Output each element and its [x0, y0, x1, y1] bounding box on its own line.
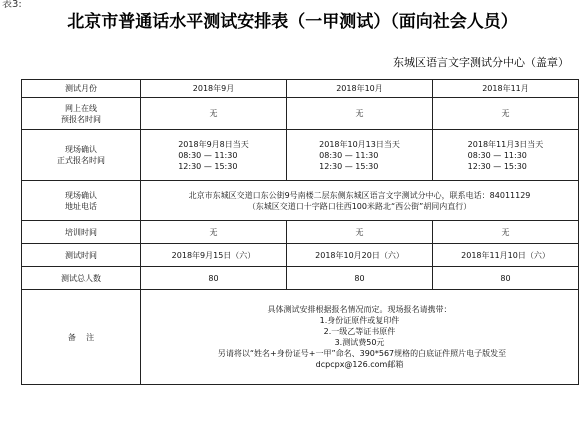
row-label-onsite-time: [22, 130, 141, 181]
notes-line-3: 2.一级乙等证书原件: [323, 327, 396, 336]
onsite-pm-2: 12:30 — 15:30: [319, 161, 379, 171]
onsite-pm-1: 12:30 — 15:30: [178, 161, 238, 171]
onsite-time-cell-3: [433, 130, 579, 181]
row-label-online-line-2: 预报名时间: [61, 114, 101, 124]
table-row-notes: [22, 290, 579, 385]
month-cell-3: 2018年11月: [433, 80, 579, 98]
table-number-label: 表3:: [2, 0, 22, 10]
onsite-address-line-1: 北京市东城区交道口东公街9号南楼二层东侧东城区语言文字测试分中心，联系电话：84011129: [188, 190, 531, 200]
row-label-onsite-address: [22, 181, 141, 221]
online-cell-3: 无: [433, 98, 579, 130]
table-row-onsite-address: [22, 181, 579, 221]
table-row-onsite-time: [22, 130, 579, 181]
row-label-onsite-address-line-1: 现场确认: [65, 190, 97, 200]
total-cell-3: 80: [433, 267, 579, 290]
onsite-time-cell-2: [287, 130, 433, 181]
notes-line-6: dcpcpx@126.com邮箱: [315, 360, 404, 369]
month-cell-1: 2018年9月: [141, 80, 287, 98]
onsite-pm-3: 12:30 — 15:30: [467, 161, 527, 171]
notes-line-5: 另请将以“姓名+身份证号+一甲”命名、390*567规格的白底证件照片电子版发至: [212, 349, 507, 358]
notes-cell: [141, 290, 579, 385]
total-cell-2: 80: [287, 267, 433, 290]
table-row-test-time: [22, 244, 579, 267]
issuer-stamp-text: 东城区语言文字测试分中心（盖章）: [393, 56, 569, 69]
training-cell-3: 无: [433, 221, 579, 244]
table-row-online: [22, 98, 579, 130]
onsite-am-2: 08:30 — 11:30: [319, 150, 379, 160]
onsite-date-2: 2018年10月13日当天: [319, 139, 400, 149]
onsite-address-line-2: （东城区交道口十字路口往西100米路北“西公街”胡同内直行）: [247, 201, 472, 211]
table-row-training: [22, 221, 579, 244]
month-cell-2: 2018年10月: [287, 80, 433, 98]
online-cell-2: 无: [287, 98, 433, 130]
onsite-address-cell: [141, 181, 579, 221]
row-label-notes: 备 注: [22, 290, 141, 385]
onsite-date-1: 2018年9月8日当天: [178, 139, 249, 149]
table-row-total: [22, 267, 579, 290]
notes-line-2: 1.身份证原件或复印件: [319, 316, 400, 325]
training-cell-2: 无: [287, 221, 433, 244]
total-cell-1: 80: [141, 267, 287, 290]
row-label-onsite-address-line-2: 地址电话: [65, 201, 97, 211]
row-label-month: 测试月份: [22, 80, 141, 98]
notes-line-4: 3.测试费50元: [334, 338, 385, 347]
test-time-cell-1: 2018年9月15日（六）: [141, 244, 287, 267]
onsite-am-1: 08:30 — 11:30: [178, 150, 238, 160]
page-title: 北京市普通话水平测试安排表（一甲测试）（面向社会人员）: [67, 12, 518, 32]
notes-line-1: 具体测试安排根据报名情况而定。现场报名请携带：: [267, 305, 452, 314]
row-label-test-time: 测试时间: [22, 244, 141, 267]
onsite-time-cell-1: [141, 130, 287, 181]
test-time-cell-2: 2018年10月20日（六）: [287, 244, 433, 267]
row-label-total: 测试总人数: [22, 267, 141, 290]
training-cell-1: 无: [141, 221, 287, 244]
row-label-training: 培训时间: [22, 221, 141, 244]
row-label-online: [22, 98, 141, 130]
row-label-onsite-time-line-2: 正式报名时间: [57, 156, 105, 165]
row-label-online-line-1: 网上在线: [65, 103, 97, 113]
row-label-onsite-time-line-1: 现场确认: [65, 145, 97, 154]
table-row-month: [22, 80, 579, 98]
online-cell-1: 无: [141, 98, 287, 130]
onsite-am-3: 08:30 — 11:30: [467, 150, 527, 160]
onsite-date-3: 2018年11月3日当天: [467, 139, 544, 149]
schedule-table: [21, 79, 579, 385]
test-time-cell-3: 2018年11月10日（六）: [433, 244, 579, 267]
